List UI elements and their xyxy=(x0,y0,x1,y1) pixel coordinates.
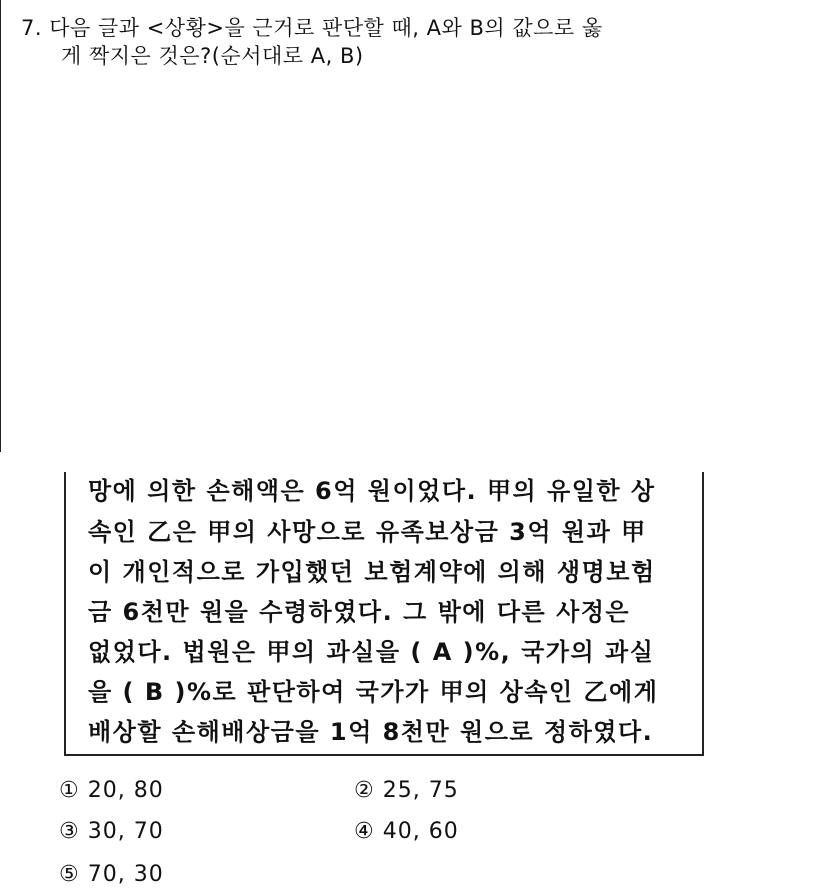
passage-line: 망에 의한 손해액은 6억 원이었다. 甲의 유일한 상 xyxy=(88,477,656,505)
choice-5[interactable]: ⑤ 70, 30 xyxy=(59,862,164,887)
choice-3[interactable]: ③ 30, 70 xyxy=(59,819,164,844)
passage-line: 배상할 손해배상금을 1억 8천만 원으로 정하였다. xyxy=(88,718,654,746)
question-line-2: 게 짝지은 것은?(순서대로 A, B) xyxy=(61,44,364,68)
left-margin-rule xyxy=(0,0,1,452)
choice-1[interactable]: ① 20, 80 xyxy=(59,778,164,803)
passage-line: 금 6천만 원을 수령하였다. 그 밖에 다른 사정은 xyxy=(88,598,631,626)
question-line-1: 7. 다음 글과 <상황>을 근거로 판단할 때, A와 B의 값으로 옳 xyxy=(21,16,603,40)
passage-line: 속인 乙은 甲의 사망으로 유족보상금 3억 원과 甲 xyxy=(88,518,647,546)
passage-line: 을 ( B )%로 판단하여 국가가 甲의 상속인 乙에게 xyxy=(88,678,659,706)
passage-line: 이 개인적으로 가입했던 보험계약에 의해 생명보험 xyxy=(88,558,656,586)
passage-box xyxy=(64,472,704,756)
passage-line: 없었다. 법원은 甲의 과실을 ( A )%, 국가의 과실 xyxy=(88,638,655,666)
choice-2[interactable]: ② 25, 75 xyxy=(354,778,459,803)
question-stem xyxy=(21,14,801,70)
choice-4[interactable]: ④ 40, 60 xyxy=(354,819,459,844)
